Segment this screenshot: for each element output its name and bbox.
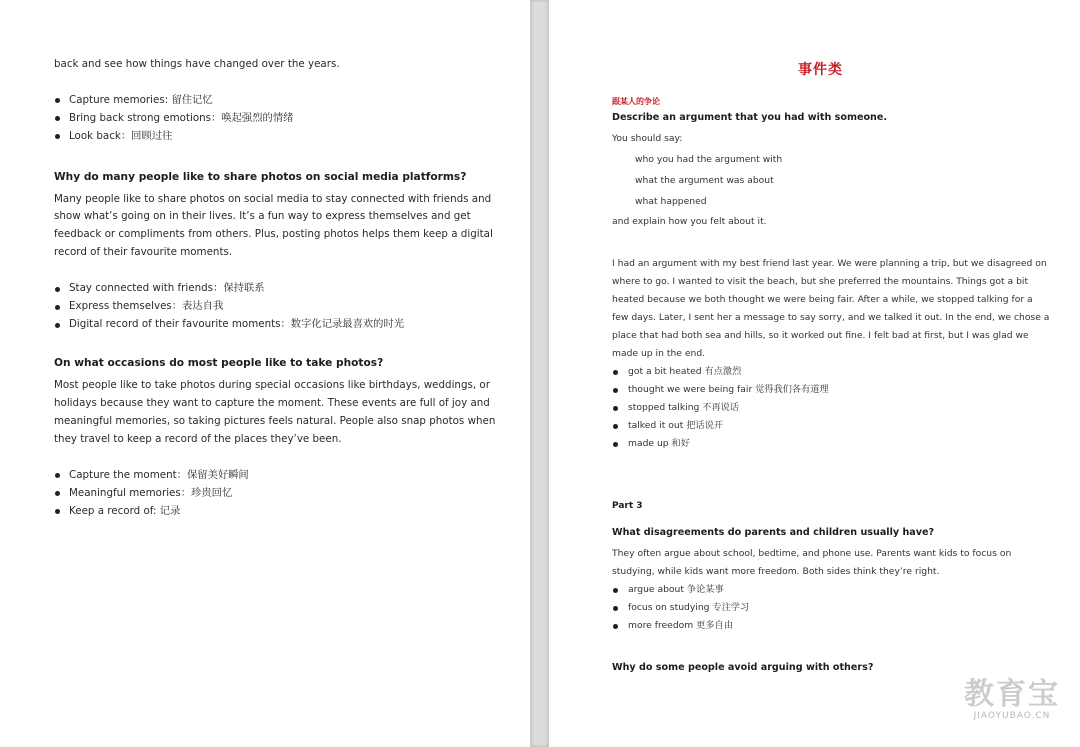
list-item: Keep a record of: 记录	[69, 505, 181, 517]
cue-point: who you had the argument with	[635, 154, 783, 165]
bullet-dot	[55, 287, 60, 292]
cue-point: what the argument was about	[635, 175, 774, 186]
paragraph-line: heated because we both thought we were being fair. After a while, we stopped talking for a	[612, 294, 1033, 305]
explain-line: and explain how you felt about it.	[612, 216, 767, 227]
section-title: 事件类	[798, 62, 843, 78]
bullet-dot	[55, 116, 60, 121]
paragraph-line: Most people like to take photos during special occasions like birthdays, weddings, or	[54, 379, 490, 391]
you-should-say: You should say:	[612, 133, 683, 144]
intro-line: back and see how things have changed over the years.	[54, 58, 340, 70]
list-item: Express themselves：表达自我	[69, 300, 224, 312]
page-gutter	[530, 0, 549, 747]
bullet-dot	[613, 370, 618, 375]
paragraph-line: few days. Later, I sent her a message to say sorry, and we talked it out. In the end, we chose a	[612, 312, 1050, 323]
list-item: made up 和好	[628, 438, 690, 449]
document-page-left	[0, 0, 530, 747]
list-item: thought we were being fair 觉得我们各有道理	[628, 384, 829, 395]
bullet-dot	[613, 624, 618, 629]
list-item: Digital record of their favourite moments：数字化记录最喜欢的时光	[69, 318, 405, 330]
cue-point: what happened	[635, 196, 707, 207]
bullet-dot	[613, 388, 618, 393]
list-item: Bring back strong emotions：唤起强烈的情绪	[69, 112, 294, 124]
part-label: Part 3	[612, 501, 643, 511]
paragraph-line: studying, while kids want more freedom. Both sides think they’re right.	[612, 566, 940, 577]
bullet-dot	[55, 305, 60, 310]
paragraph-line: feedback or compliments from others. Plus, posting photos helps them keep a digital	[54, 228, 493, 240]
document-page-right	[549, 0, 1080, 747]
list-item: got a bit heated 有点激烈	[628, 366, 742, 377]
paragraph-line: record of their favourite moments.	[54, 246, 233, 258]
bullet-dot	[55, 98, 60, 103]
watermark-en: JIAOYUBAO.CN	[973, 711, 1051, 721]
paragraph-line: I had an argument with my best friend last year. We were planning a trip, but we disagreed on	[612, 258, 1047, 269]
bullet-dot	[613, 606, 618, 611]
list-item: Capture memories: 留住记忆	[69, 94, 213, 106]
question-heading: Why do some people avoid arguing with others?	[612, 662, 874, 673]
watermark-logo	[964, 679, 1060, 721]
paragraph-line: meaningful memories, so taking pictures feels natural. People also snap photos when	[54, 415, 496, 427]
list-item: Look back：回顾过往	[69, 130, 173, 142]
paragraph-line: they travel to keep a record of the places they’ve been.	[54, 433, 342, 445]
question-heading: What disagreements do parents and children usually have?	[612, 527, 935, 538]
bullet-dot	[55, 491, 60, 496]
list-item: more freedom 更多自由	[628, 620, 733, 631]
paragraph-line: made up in the end.	[612, 348, 706, 359]
paragraph-line: holidays because they want to capture the moment. These events are full of joy and	[54, 397, 490, 409]
paragraph-line: They often argue about school, bedtime, and phone use. Parents want kids to focus on	[612, 548, 1012, 559]
paragraph-line: place that had both sea and hills, so it worked out fine. I felt bad at first, but I was glad we	[612, 330, 1029, 341]
list-item: stopped talking 不再说话	[628, 402, 740, 413]
bullet-dot	[55, 509, 60, 514]
bullet-dot	[613, 588, 618, 593]
list-item: focus on studying 专注学习	[628, 602, 750, 613]
paragraph-line: show what’s going on in their lives. It’s a fun way to express themselves and get	[54, 210, 471, 222]
list-item: talked it out 把话说开	[628, 420, 723, 431]
bullet-dot	[613, 424, 618, 429]
list-item: argue about 争论某事	[628, 584, 724, 595]
list-item: Meaningful memories：珍贵回忆	[69, 487, 233, 499]
cue-card-title: Describe an argument that you had with someone.	[612, 112, 888, 123]
bullet-dot	[55, 473, 60, 478]
watermark-cn: 教育宝	[964, 677, 1060, 712]
paragraph-line: Many people like to share photos on social media to stay connected with friends and	[54, 193, 492, 205]
bullet-dot	[55, 134, 60, 139]
question-heading: On what occasions do most people like to take photos?	[54, 357, 384, 369]
topic-tag: 跟某人的争论	[612, 97, 660, 106]
bullet-dot	[613, 442, 618, 447]
bullet-dot	[55, 323, 60, 328]
question-heading: Why do many people like to share photos on social media platforms?	[54, 171, 467, 183]
list-item: Stay connected with friends：保持联系	[69, 282, 265, 294]
paragraph-line: where to go. I wanted to visit the beach, but she preferred the mountains. Things got a bit	[612, 276, 1029, 287]
bullet-dot	[613, 406, 618, 411]
list-item: Capture the moment：保留美好瞬间	[69, 469, 249, 481]
